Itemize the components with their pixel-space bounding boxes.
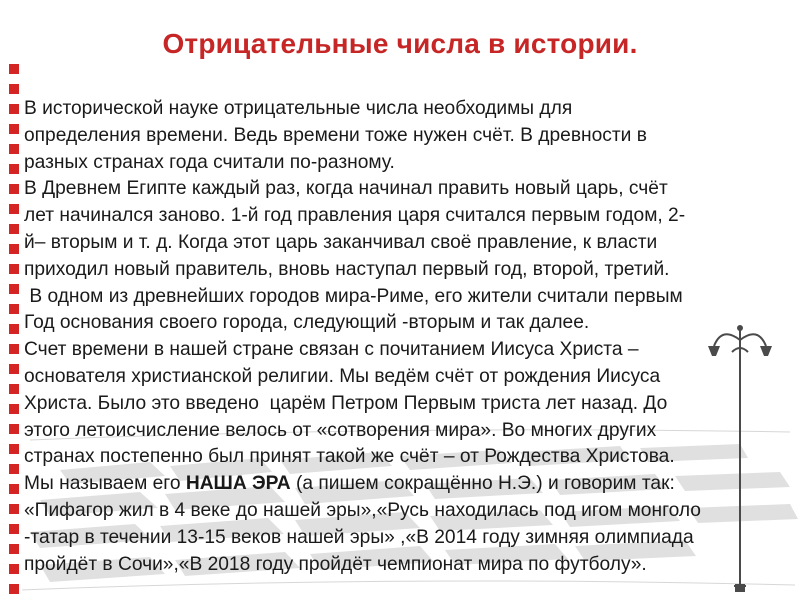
text-line: пройдёт в Сочи»,«В 2018 году пройдёт чемпионат мира по футболу». bbox=[24, 553, 647, 575]
decor-square bbox=[9, 524, 19, 534]
era-text-before: Мы называем его bbox=[24, 473, 186, 495]
decor-square bbox=[9, 84, 19, 94]
decor-square bbox=[9, 104, 19, 114]
decor-square bbox=[9, 244, 19, 254]
text-line: определения времени. Ведь времени тоже нужен счёт. В древности в bbox=[24, 124, 647, 146]
decor-square bbox=[9, 144, 19, 154]
decor-square bbox=[9, 384, 19, 394]
decor-square bbox=[9, 544, 19, 554]
decor-square bbox=[9, 64, 19, 74]
text-line: основателя христианской религии. Мы ведём счёт от рождения Иисуса bbox=[24, 365, 661, 387]
text-line: «Пифагор жил в 4 веке до нашей эры»,«Русь находилась под игом монголо bbox=[24, 499, 701, 521]
decor-square bbox=[9, 224, 19, 234]
decor-square bbox=[9, 584, 19, 594]
decor-square bbox=[9, 204, 19, 214]
decor-square bbox=[9, 444, 19, 454]
era-name-bold: НАША ЭРА bbox=[185, 473, 291, 495]
decor-square bbox=[9, 564, 19, 574]
slide-title: Отрицательные числа в истории. bbox=[162, 28, 638, 59]
decor-square bbox=[9, 124, 19, 134]
text-line: В одном из древнейших городов мира-Риме, его жители считали первым bbox=[24, 285, 683, 307]
text-line: странах постепенно был принят такой же счёт – от Рождества Христова. bbox=[24, 446, 675, 468]
text-line: Счет времени в нашей стране связан с почитанием Иисуса Христа – bbox=[24, 339, 639, 361]
text-line: В Древнем Египте каждый раз, когда начинал править новый царь, счёт bbox=[24, 178, 668, 200]
decor-square bbox=[9, 424, 19, 434]
slide-body bbox=[24, 96, 784, 578]
era-text-after: (а пишем сокращённо Н.Э.) и говорим так: bbox=[290, 473, 675, 495]
left-decor-bar bbox=[0, 0, 22, 600]
decor-square bbox=[9, 484, 19, 494]
decor-square bbox=[9, 464, 19, 474]
decor-square bbox=[9, 164, 19, 174]
text-line: лет начинался заново. 1-й год правления царя считался первым годом, 2- bbox=[24, 205, 686, 227]
decor-square bbox=[9, 504, 19, 514]
text-line: й– вторым и т. д. Когда этот царь заканчивал своё правление, к власти bbox=[24, 231, 658, 253]
decor-square bbox=[9, 184, 19, 194]
era-line bbox=[24, 471, 784, 498]
text-line: -татар в течении 13-15 веков нашей эры» ,«В 2014 году зимняя олимпиада bbox=[24, 526, 694, 548]
decor-square bbox=[9, 304, 19, 314]
decor-square bbox=[9, 324, 19, 334]
decor-square bbox=[9, 364, 19, 374]
decor-square bbox=[9, 404, 19, 414]
text-line: приходил новый правитель, вновь наступал первый год, второй, третий. bbox=[24, 258, 670, 280]
decor-square bbox=[9, 264, 19, 274]
text-line: Христа. Было это введено царём Петром Первым триста лет назад. До bbox=[24, 392, 668, 414]
text-line: Год основания своего города, следующий -вторым и так далее. bbox=[24, 312, 590, 334]
decor-square bbox=[9, 344, 19, 354]
text-line: разных странах года считали по-разному. bbox=[24, 151, 395, 173]
text-line: этого летоисчисление велось от «сотворения мира». Во многих других bbox=[24, 419, 657, 441]
decor-square bbox=[9, 284, 19, 294]
text-line: В исторической науке отрицательные числа необходимы для bbox=[24, 98, 573, 119]
